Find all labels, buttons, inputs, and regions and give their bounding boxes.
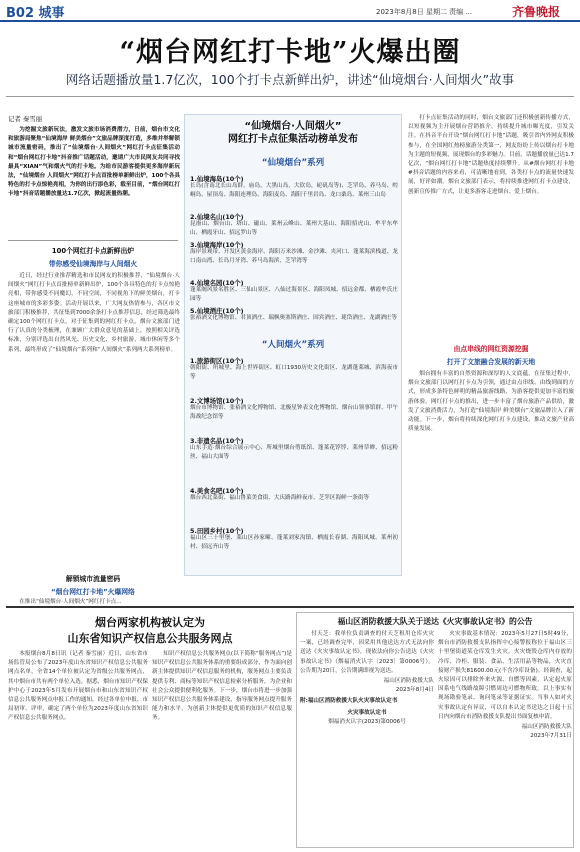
category-label: 3.仙境海岸(10个) bbox=[190, 241, 244, 249]
notice-docno: 烟福消火认字(2023)第0006号 bbox=[328, 718, 406, 725]
series-heading: “仙境烟台”系列 bbox=[261, 158, 325, 168]
category-text: 昆嵛山、烟台山、塔山、磁山、莱州云峰山、莱州大基山、海阳招虎山、牟平东牟山、栖霞牙山、招远罗山等 bbox=[190, 221, 398, 237]
section-heading: 100个网红打卡点新鲜出炉 bbox=[51, 247, 135, 255]
issue-date: 2023年8月8日 星期二 责编 ... bbox=[376, 8, 473, 16]
story-title: 山东省知识产权信息公共服务网点 bbox=[67, 632, 233, 645]
category-text: 福山区三十里堡、莱山区孙家疃、蓬莱刘家沟镇、栖霞长春湖、海阳凤城、莱州初村、招远齐山等 bbox=[190, 535, 398, 551]
story-title: 烟台两家机构被认定为 bbox=[95, 616, 205, 629]
article-body: 在推出“仙境烟台·人间烟火”网红打卡点... bbox=[19, 599, 122, 605]
category-label: 2.文博场馆(10个) bbox=[190, 397, 244, 405]
story-body: 知识产权信息公共服务网点(以下简称“服务网点”)是知识产权信息公共服务体系的重要组成部分，作为面向创新主体提供知识产权信息服务的机构，服务网点主要负责提供专利、商标等知识产权信息检索分析服务，为企业和社会公众提供便利化服务。下一步，烟台市将进一步加强知识产权信息公共服务体系建设，指导服务网点提升服务能力和水平，为创新主体提供更优质的知识产权信息服务。 bbox=[152, 651, 292, 722]
category-text: 朝阳街、所城里、海上世界街区、虹口1930历史文化街区、龙湖蓬莱城、滨海夜市等 bbox=[190, 365, 398, 381]
article-body: 烟台拥有丰富的自然资源和深厚的人文底蕴，在征集过程中，烟台文旅部门以网红打卡点为引领，通过由点串线、由线到面的方式，形成多条特色鲜明的精品旅游线路，为游客提供更加丰富的旅游体验。网红打卡点的推出，进一步丰富了烟台旅游产品供给，激发了文旅消费活力，为打造“仙境海岸 鲜美烟台”文旅品牌注入了新动能。下一步，烟台将持续深化网红打卡点建设，推动文旅产业高质量发展。 bbox=[408, 371, 574, 433]
newspaper-logo: 齐鲁晚报 bbox=[512, 5, 561, 19]
category-text: 蓬莱阁风景名胜区、三仙山景区、八仙过海景区、海阳凤城、招远金都、栖霞牟氏庄园等 bbox=[190, 287, 398, 303]
notice-body: 付天芝：我单位负责调查的付天芝租用仓库火灾一案，已经调查完毕，因采用其他送达方式无法向你送达《火灾事故认定书》，现依法向你公告送达《火灾事故认定书》（烟福消火认字〔2023〕第0006号）。公告期为20日，公告期满即视为送达。 福山区消防救援大队 2023年8月4日 附:福山区消防救援大队火灾事故认定书 火灾事故认定书 烟福消火认字(2023)第0006号 bbox=[300, 630, 434, 844]
sub-headline: 网络话题播放量1.7亿次，100个打卡点新鲜出炉，讲述“仙境烟台·人间烟火”故事 bbox=[65, 72, 515, 87]
category-label: 4.美食名吧(10个) bbox=[190, 487, 244, 495]
category-text: 烟台市博物馆、张裕酒文化博物馆、北极星钟表文化博物馆、烟台山领事馆群、甲午海战纪念馆等 bbox=[190, 405, 398, 421]
category-label: 3.非遗名品(10个) bbox=[190, 437, 244, 445]
category-text: 张裕酒文化博物馆、君顶酒庄、瑞枫奥塞斯酒庄、国宾酒庄、珑岱酒庄、龙湖酒庄等 bbox=[190, 315, 397, 321]
lead-paragraph: 为挖掘文旅新玩法，激发文旅市场消费潜力，日前，烟台市文化和旅游局聚焦“仙境海岸 鲜美烟台”文旅品牌深度打造，多维并举解锁城市流量密码，推出了“仙境烟台·人间烟火”网红打卡点征集活动和“烟台网红打卡地”抖音推广话题活动，邀请广大市民网友共同寻找最具“XIAN”气和烟火气的打卡地。为给市民游客提供更多海岸新玩法，“仙境烟台 人间烟火”网红打卡点首批榜单新鲜出炉，100个各具特色的打卡点惊艳亮相，为你的出行添色彩，载至目前，“烟台网红打卡地”抖音话题播放量达1.7亿次，掀起流量热潮。 bbox=[8, 127, 180, 198]
category-label: 1.仙境海岛(10个) bbox=[190, 175, 244, 183]
byline: 记者 秦雪丽 bbox=[8, 115, 42, 123]
category-text: 烟台西北菜街、福山鲁菜美食街、大庆路海鲜夜市、芝罘区海鲜一条街等 bbox=[190, 495, 370, 501]
section-subheading: 打开了文旅融合发展的新天地 bbox=[446, 358, 536, 366]
divider bbox=[6, 96, 574, 97]
notice-body: 火灾事故基本情况：2023年5月27日5时49分，烟台市消防救援支队指挥中心接警报称位于福山区三十里堡街道某仓库发生火灾。火灾烧毁仓库内存放的冷库、冷柜、服装、食品、生活用品等物品，火灾直接财产损失81600.00元(不含冷库设备)。经调查，起火原因可以排除外来火源、自燃等因素，认定起火原因系电气线路故障引燃周边可燃物所致。以上事实有现场勘验笔录、询问笔录等证据证实。当事人如对火灾事故认定有异议，可以自本认定书送达之日起十五日内向烟台市消防救援支队提出书面复核申请。 福山区消防救援大队 2023年7月31日 bbox=[438, 630, 572, 844]
category-label: 5.田园乡村(10个) bbox=[190, 527, 244, 535]
story-body: 本报烟台8月8日讯（记者 秦雪丽）近日，山东省市场监管局公布了2023年度山东省知识产权信息公共服务网点名单，全省14个单位被认定为省级公共服务网点，其中烟台市共有两个单位入选。据悉，烟台市知识产权保护中心于2023年5月发布开展烟台市和山东省知识产权信息公共服务网点申报工作的通知，经过各单位申报、市局初审、评审，确定了两个单位为2023年度山东省知识产权信息公共服务网点。 bbox=[8, 651, 148, 722]
category-label: 1.旅游街区(10个) bbox=[190, 357, 244, 365]
series-heading: “人间烟火”系列 bbox=[261, 340, 325, 350]
ranking-box-title: “仙境烟台·人间烟火” 网红打卡点征集活动榜单发布 bbox=[228, 121, 358, 145]
category-text: 海岸景观带、开发区黄金海岸、海阳万米沙滩、金沙滩、夹河口、蓬莱海滨栈道、龙口南山湾、长岛月牙湾、养马岛海滨、芝罘湾等 bbox=[190, 249, 398, 265]
section-label: B02 城事 bbox=[6, 6, 65, 21]
notice-subtitle: 火灾事故认定书 bbox=[347, 709, 387, 716]
section-subheading: 带你感受仙境海岸与人间烟火 bbox=[48, 260, 138, 268]
notice-title: 福山区消防救援大队关于送达《火灾事故认定书》的公告 bbox=[337, 617, 533, 626]
category-text: 长岛(含南北长山岛群，庙岛，大黑山岛，大钦岛，砣矶岛等)、芝罘岛、养马岛、崆峒岛、屋顶岛、海阳连理岛、海阳麦岛、海阳千里岩岛、龙口桑岛、莱州三山岛 bbox=[190, 183, 398, 199]
divider bbox=[6, 606, 574, 608]
category-label: 5.仙境酒庄(10个) bbox=[190, 307, 244, 315]
article-body: 近日，经过行业推荐精选和市民网友的积极推荐，“仙境烟台·人间烟火”网红打卡点首批榜单新鲜出炉，100个各具特色的打卡点惊艳亮相，带你感受不同魔幻，不同空间，不同视角下的鲜美烟台，打卡这座城市的多彩多姿。活动开展以来，广大网友热情参与，各区市文旅部门积极推荐，共征集到7000余条打卡点推荐信息，经过筛选最终确定100个网红打卡点。对于征集到的网红打卡点，烟台文旅部门进行了认真的分类梳理，在兼顾广大群众意见的基础上，按照相关评选标准，分别评选出自然风光、历史文化、乡村旅游、城市休闲等多个系列，最终形成了“仙境烟台”系列和“人间烟火”系列两大系列榜单。 bbox=[8, 273, 180, 353]
article-body: 打卡点征集活动的同时，烟台文旅部门还积极创新传播方式，以短视频为主开展烟台营销推介，持续提升城市曝光度，引发关注。在抖音平台开设“烟台网红打卡地”话题，吸引省内外网友积极参与，在全国网红热榜旅游分类第一，网友纷纷上传以烟台打卡地为主题的短视频，展现烟台的多彩魅力。目前，话题播放量已达1.7亿次，“烟台网红打卡地”话题热度持续攀升。从#烟台网红打卡地#抖音话题的内容来看，可清晰地看到，各类打卡点的流量快速发展，好评如潮。烟台文旅部门表示，将持续推进网红打卡点建设，创新宣传推广方式，让更多游客走进烟台、爱上烟台。 bbox=[408, 115, 574, 195]
category-label: 4.仙境名园(10个) bbox=[190, 279, 244, 287]
category-text: 山东手造·烟台综合展示中心、所城里烟台剪纸馆、蓬莱花饽饽、莱州草辫、招远粉丝、福山大面等 bbox=[190, 445, 398, 461]
notice-attachment: 附:福山区消防救援大队火灾事故认定书 bbox=[300, 698, 398, 705]
section-heading: 解锁城市流量密码 bbox=[65, 575, 121, 583]
category-label: 2.仙境名山(10个) bbox=[190, 213, 244, 221]
divider bbox=[8, 240, 178, 241]
main-headline: “烟台网红打卡地”火爆出圈 bbox=[119, 37, 461, 68]
section-subheading: “烟台网红打卡地”火爆网络 bbox=[51, 588, 135, 596]
section-heading: 由点串线的网红资源挖掘 bbox=[453, 345, 529, 353]
notice-signature: 福山区消防救援大队 2023年7月31日 bbox=[521, 724, 572, 740]
page-header bbox=[0, 0, 580, 22]
notice-signature: 福山区消防救援大队 2023年8月4日 bbox=[383, 678, 434, 694]
